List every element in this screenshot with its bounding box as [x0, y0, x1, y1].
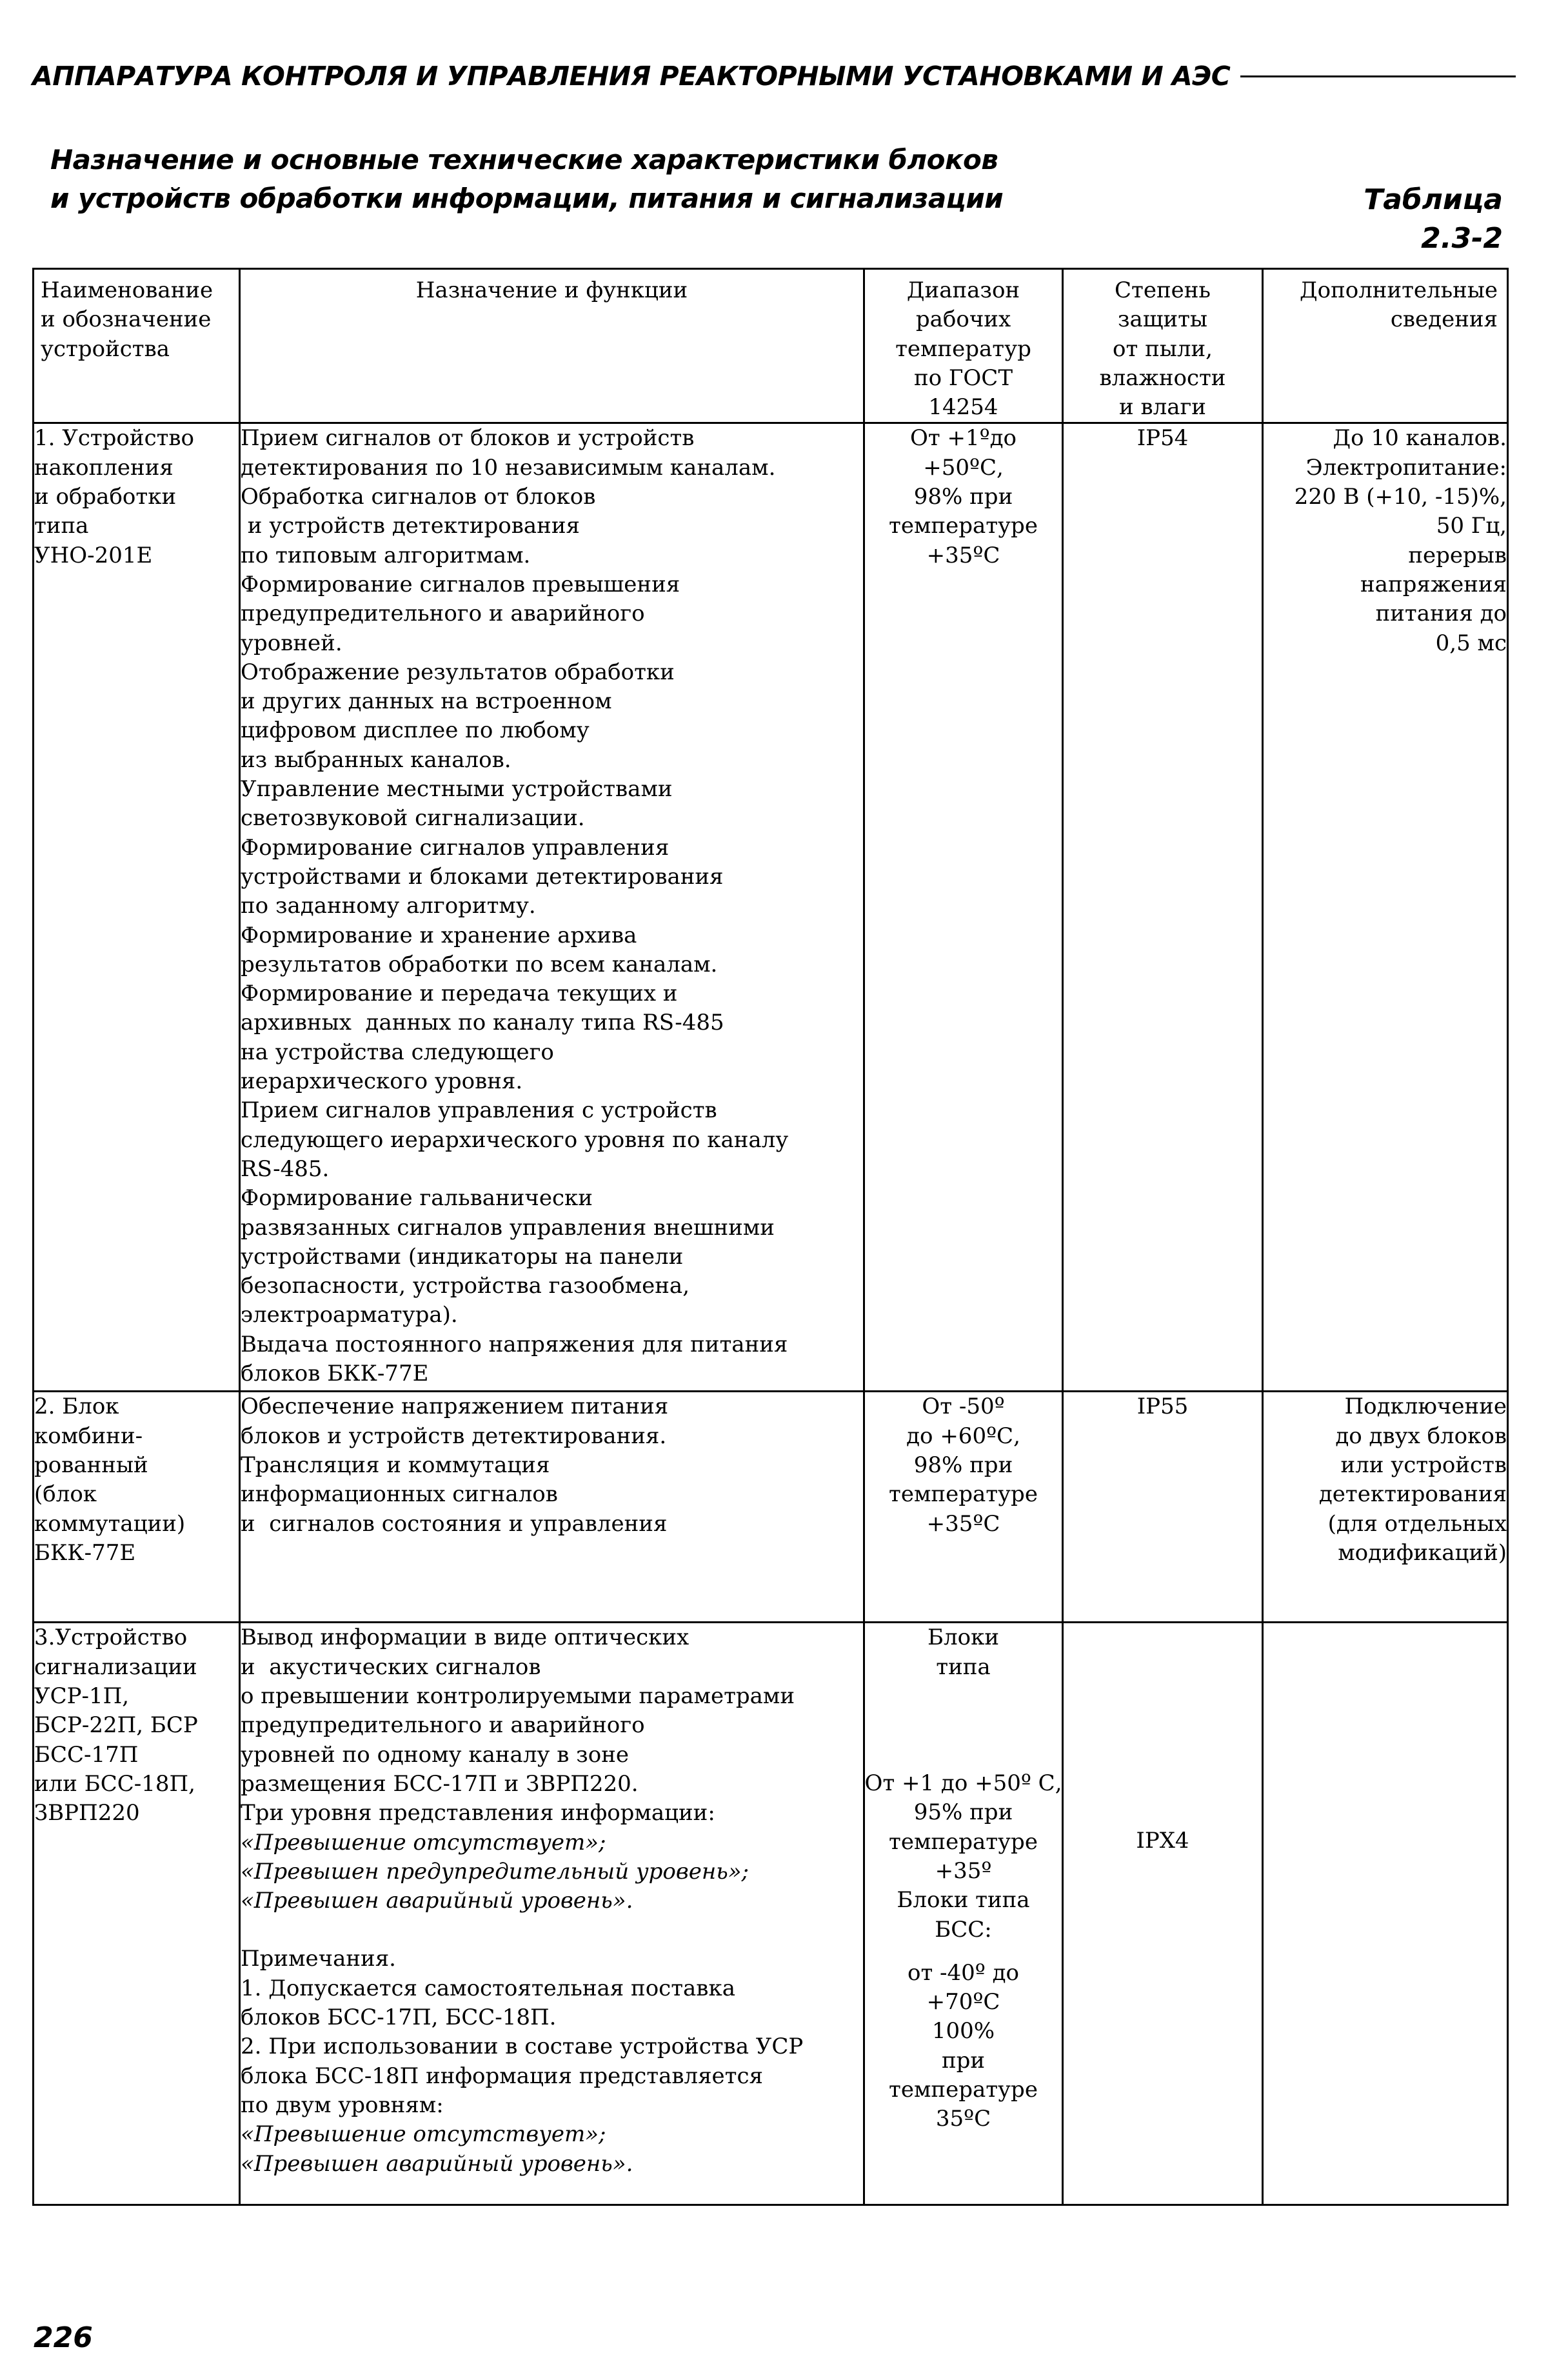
text-line: ЗВРП220	[34, 1800, 140, 1826]
spacer	[1064, 1797, 1262, 1826]
header-line: устройства	[41, 335, 170, 362]
text-line: Управление местными устройствами	[241, 776, 673, 803]
text-line: Вывод информации в виде оптических	[241, 1625, 690, 1651]
cell-extra	[1263, 1392, 1508, 1623]
text-line: +35ºС	[926, 542, 1000, 568]
spacer	[865, 1945, 1062, 1959]
spacer	[1064, 1739, 1262, 1768]
cell-extra	[1263, 1623, 1508, 2205]
text-line: предупредительного и аварийного	[241, 1712, 645, 1739]
text-line: Выдача постоянного напряжения для питания	[241, 1331, 788, 1357]
running-header	[32, 57, 1516, 95]
cell-temperature	[864, 1392, 1063, 1623]
text-line: УСР-1П,	[34, 1683, 130, 1710]
text-line: Формирование и хранение архива	[241, 922, 637, 948]
table-header-row	[34, 269, 1508, 423]
spacer	[865, 1682, 1062, 1711]
text-line: и устройств детектирования	[241, 513, 580, 539]
text-line: из выбранных каналов.	[241, 746, 511, 773]
text-line: типа	[936, 1654, 991, 1680]
text-line: детектирования	[1318, 1481, 1507, 1508]
spec-table	[32, 268, 1509, 2206]
text-line: сигнализации	[34, 1654, 197, 1680]
text-line: Прием сигналов управления с устройств	[241, 1097, 717, 1124]
text-line: Формирование и передача текущих и	[241, 981, 678, 1007]
cell-device-name	[34, 1623, 240, 2205]
text-line: От -50º	[922, 1394, 1005, 1420]
text-line: детектирования по 10 независимым каналам.	[241, 454, 776, 481]
text-line: и акустических сигналов	[241, 1654, 541, 1680]
text-line: температуре	[889, 2077, 1038, 2103]
text-line: до +60ºС,	[906, 1423, 1020, 1449]
text-line: или БСС-18П,	[34, 1770, 195, 1797]
text-line: До 10 каналов.	[1333, 425, 1507, 452]
text-line: 95% при	[913, 1799, 1013, 1826]
column-header-protection	[1063, 269, 1263, 423]
text-line: +35º	[935, 1857, 992, 1884]
cell-protection	[1063, 423, 1263, 1392]
header-line: рабочих	[915, 306, 1011, 333]
text-line: 100%	[931, 2018, 995, 2045]
column-header-extra	[1263, 269, 1508, 423]
text-line: питания до	[1375, 601, 1507, 627]
text-line: БКК-77Е	[34, 1539, 136, 1566]
cell-device-name	[34, 423, 240, 1392]
text-line: блоков БКК-77Е	[241, 1360, 429, 1386]
text-line: по двум уровням:	[241, 2092, 444, 2118]
text-line: 2. Блок	[34, 1394, 119, 1420]
text-line: БСС-17П	[34, 1741, 139, 1768]
text-line: Формирование гальванически	[241, 1185, 593, 1212]
text-line: и других данных на встроенном	[241, 688, 612, 715]
text-line: 220 В (+10, -15)%,	[1294, 484, 1507, 510]
text-line: на устройства следующего	[241, 1039, 554, 1065]
text-line: Три уровня представления информации:	[241, 1800, 715, 1826]
text-line: От +1 до +50º С,	[864, 1770, 1062, 1797]
header-line: Назначение и функции	[415, 277, 688, 303]
header-line: и влаги	[1119, 394, 1206, 421]
text-line: IP55	[1136, 1394, 1189, 1420]
cell-functions	[240, 1392, 864, 1623]
text-line: накопления	[34, 454, 174, 481]
text-line: RS-485.	[241, 1155, 330, 1182]
spacer	[1064, 1681, 1262, 1710]
text-line: уровней.	[241, 630, 342, 656]
text-line: типа	[34, 513, 89, 539]
header-line: Наименование	[41, 277, 213, 303]
text-line: +35ºС	[926, 1510, 1000, 1537]
text-line: 98% при	[913, 484, 1013, 510]
header-line: температур	[895, 335, 1031, 362]
text-line: уровней по одному каналу в зоне	[241, 1741, 629, 1768]
text-line: о превышении контролируемыми параметрами	[241, 1683, 795, 1710]
text-line: температуре	[889, 1828, 1038, 1855]
text-line: Формирование сигналов управления	[241, 834, 670, 861]
header-line: сведения	[1390, 306, 1498, 333]
cell-temperature	[864, 423, 1063, 1392]
running-header-rule	[1240, 75, 1516, 77]
spacer	[865, 1740, 1062, 1769]
text-line: предупредительного и аварийного	[241, 601, 645, 627]
text-line: IP54	[1136, 425, 1189, 452]
level-line: «Превышен аварийный уровень».	[241, 2150, 633, 2177]
text-line: Формирование сигналов превышения	[241, 571, 680, 597]
text-line: светозвуковой сигнализации.	[241, 805, 585, 832]
level-line: «Превышен аварийный уровень».	[241, 1888, 633, 1914]
cell-protection	[1063, 1623, 1263, 2205]
text-line: блока БСС-18П информация представляется	[241, 2063, 763, 2089]
text-line: 2. При использовании в составе устройства УСР	[241, 2034, 804, 2060]
text-line: 3.Устройство	[34, 1625, 188, 1651]
header-line: Дополнительные	[1299, 277, 1498, 303]
text-line: 35ºС	[935, 2106, 991, 2132]
text-line: иерархического уровня.	[241, 1068, 523, 1095]
text-line: 0,5 мс	[1435, 630, 1507, 656]
level-line: «Превышение отсутствует»;	[241, 2121, 606, 2148]
column-header-name	[34, 269, 240, 423]
header-line: от пыли,	[1113, 335, 1213, 362]
text-line: Обработка сигналов от блоков	[241, 484, 596, 510]
spacer	[1064, 1652, 1262, 1681]
text-line: температуре	[889, 513, 1038, 539]
text-line: температуре	[889, 1481, 1038, 1508]
spacer	[865, 1711, 1062, 1740]
text-line: комбини-	[34, 1423, 143, 1449]
text-line: до двух блоков	[1335, 1423, 1507, 1449]
running-header-title: АППАРАТУРА КОНТРОЛЯ И УПРАВЛЕНИЯ РЕАКТОРНЫМИ УСТАНОВКАМИ И АЭС	[32, 61, 1231, 92]
text-line: развязанных сигналов управления внешними	[241, 1214, 775, 1241]
notes-title: Примечания.	[241, 1946, 396, 1972]
text-line: От +1ºдо	[909, 425, 1017, 452]
table-row	[34, 423, 1508, 1392]
text-line: Трансляция и коммутация	[241, 1452, 550, 1479]
cell-extra	[1263, 423, 1508, 1392]
text-line: и сигналов состояния и управления	[241, 1510, 668, 1537]
text-line: модификаций)	[1338, 1539, 1507, 1566]
column-header-temperature	[864, 269, 1063, 423]
text-line: БСР-22П, БСР	[34, 1712, 198, 1739]
text-line: по типовым алгоритмам.	[241, 542, 531, 568]
text-line: результатов обработки по всем каналам.	[241, 951, 718, 977]
text-line: 1. Допускается самостоятельная поставка	[241, 1975, 735, 2001]
table-title-line: и устройств обработки информации, питания и сигнализации	[50, 183, 1004, 214]
text-line: по заданному алгоритму.	[241, 893, 536, 919]
text-line: УНО-201Е	[34, 542, 153, 568]
text-line: размещения БСС-17П и ЗВРП220.	[241, 1770, 639, 1797]
cell-functions	[240, 1623, 864, 2205]
text-line: напряжения	[1360, 571, 1507, 597]
text-line: IPX4	[1136, 1828, 1189, 1854]
text-line: +70ºС	[926, 1989, 1000, 2015]
text-line: (для отдельных	[1327, 1510, 1507, 1537]
text-line: и обработки	[34, 484, 177, 510]
cell-protection	[1063, 1392, 1263, 1623]
text-line: следующего иерархического уровня по каналу	[241, 1126, 789, 1153]
header-line: и обозначение	[41, 306, 212, 333]
header-line: по ГОСТ	[913, 365, 1013, 391]
spacer	[1064, 1768, 1262, 1797]
text-line: Блоки типа	[897, 1887, 1030, 1914]
header-line: влажности	[1099, 365, 1226, 391]
text-line: перерыв	[1408, 542, 1507, 568]
cell-functions	[240, 423, 864, 1392]
header-line: Степень	[1115, 277, 1211, 303]
text-line: блоков и устройств детектирования.	[241, 1423, 667, 1449]
table-label: Таблица 2.3-2	[1364, 183, 1503, 255]
text-line: коммутации)	[34, 1510, 186, 1537]
text-line: рованный	[34, 1452, 148, 1479]
table-title-line: Назначение и основные технические характеристики блоков	[50, 144, 998, 175]
page-number: 226	[34, 2321, 93, 2354]
text-line: Прием сигналов от блоков и устройств	[241, 425, 695, 452]
cell-temperature	[864, 1623, 1063, 2205]
cell-device-name	[34, 1392, 240, 1623]
text-line: безопасности, устройства газообмена,	[241, 1273, 690, 1299]
text-line: 1. Устройство	[34, 425, 195, 452]
text-line: цифровом дисплее по любому	[241, 717, 590, 744]
text-line: (блок	[34, 1481, 97, 1508]
text-line: архивных данных по каналу типа RS-485	[241, 1010, 724, 1036]
level-line: «Превышение отсутствует»;	[241, 1829, 606, 1855]
text-line: блоков БСС-17П, БСС-18П.	[241, 2005, 557, 2031]
text-line: Подключение	[1344, 1394, 1507, 1420]
text-line: от -40º до	[907, 1959, 1020, 1986]
text-line: при	[941, 2047, 986, 2074]
text-line: 50 Гц,	[1436, 513, 1507, 539]
text-line: устройствами (индикаторы на панели	[241, 1243, 684, 1270]
table-row	[34, 1392, 1508, 1623]
text-line: или устройств	[1340, 1452, 1507, 1479]
text-line: устройствами и блоками детектирования	[241, 863, 724, 890]
level-line: «Превышен предупредительный уровень»;	[241, 1858, 749, 1885]
text-line: электроарматура).	[241, 1302, 458, 1328]
text-line: Обеспечение напряжением питания	[241, 1394, 669, 1420]
text-line: Электропитание:	[1305, 454, 1507, 481]
text-line: +50ºС,	[923, 454, 1004, 481]
text-line: информационных сигналов	[241, 1481, 558, 1508]
text-line: Отображение результатов обработки	[241, 659, 675, 685]
text-line: БСС:	[935, 1916, 992, 1943]
text-line: 98% при	[913, 1452, 1013, 1479]
spacer	[1064, 1710, 1262, 1739]
spacer	[241, 1915, 863, 1945]
header-line: защиты	[1118, 306, 1207, 333]
header-line: Диапазон	[906, 277, 1020, 303]
header-line: 14254	[928, 394, 998, 421]
text-line: Блоки	[928, 1625, 999, 1651]
spacer	[1064, 1623, 1262, 1652]
column-header-functions	[240, 269, 864, 423]
table-title	[50, 141, 1211, 218]
table-row	[34, 1623, 1508, 2205]
